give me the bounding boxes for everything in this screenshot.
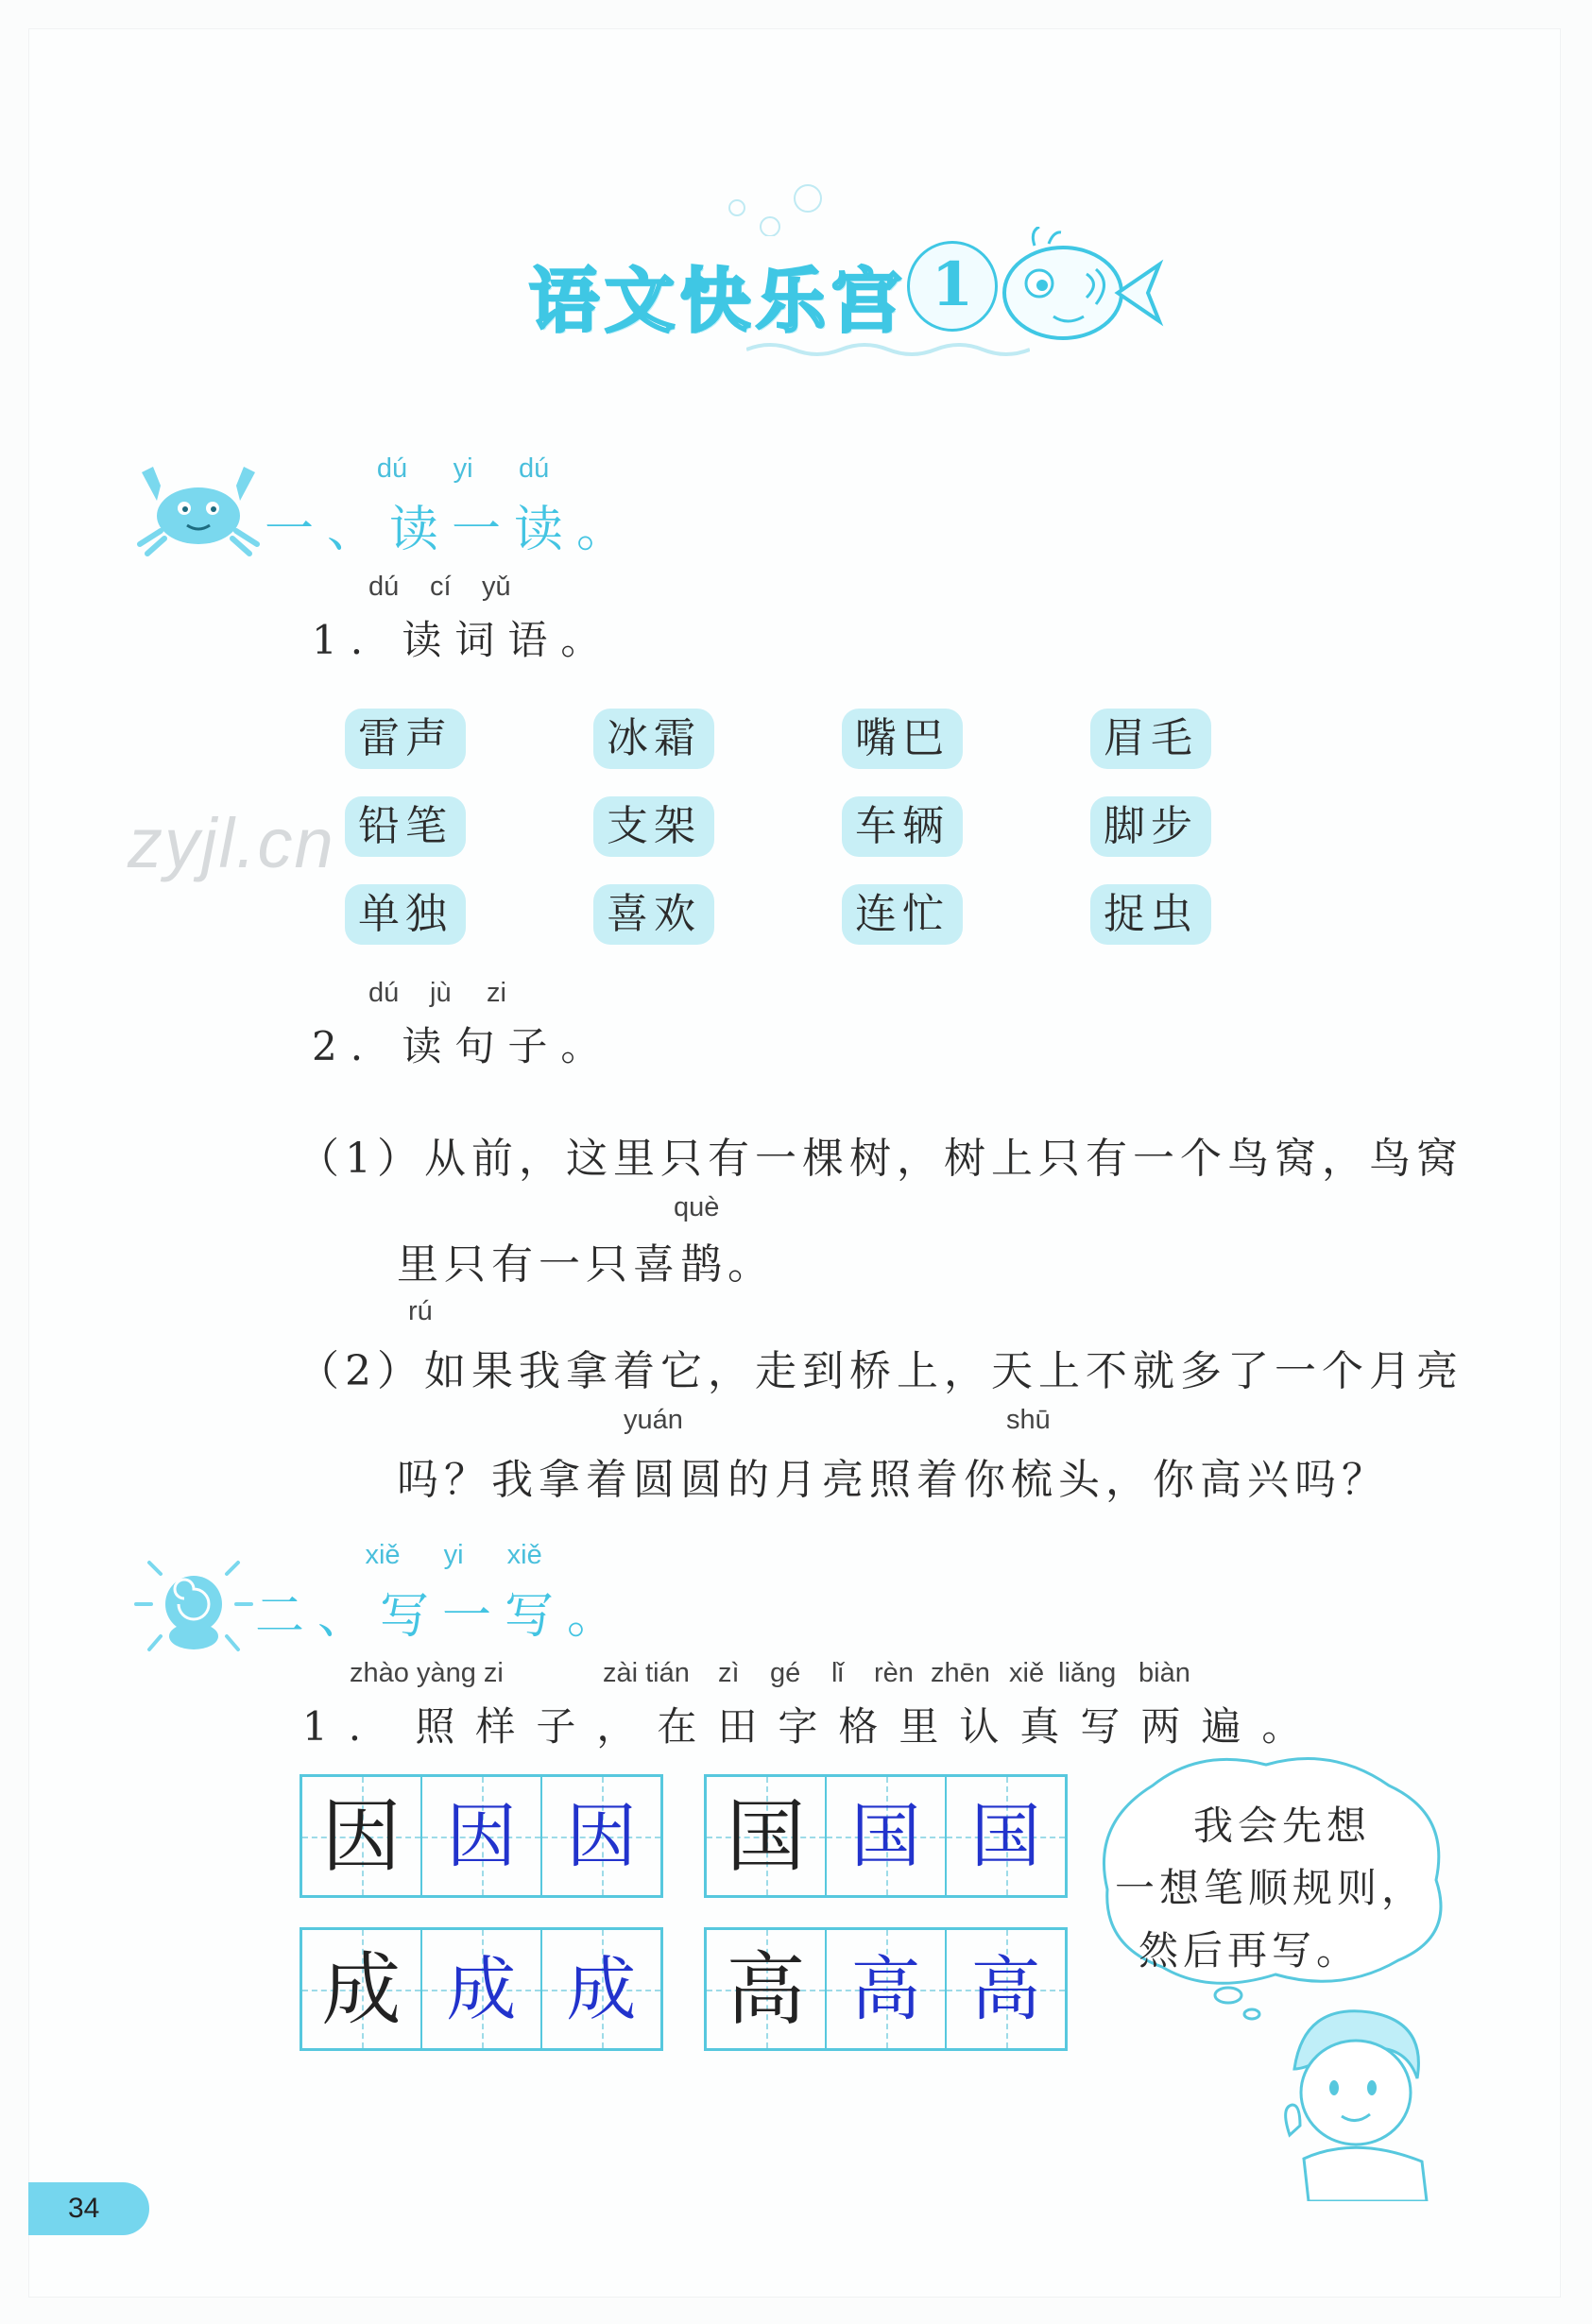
grid-cell[interactable] [707, 1777, 827, 1895]
pinyin: zì [718, 1658, 740, 1688]
pinyin-annotation: yuán [624, 1405, 683, 1435]
word-tile: 铅笔 [345, 796, 466, 857]
sentence-2-line-1: （2）如果我拿着它，走到桥上，天上不就多了一个月亮 [298, 1347, 1464, 1395]
word-tile: 脚步 [1090, 796, 1211, 857]
writing-grid-gao [704, 1927, 1068, 2051]
grid-cell[interactable] [542, 1930, 660, 2048]
question-text: 2. 读句子。 [312, 1023, 614, 1069]
word-tile: 眉毛 [1090, 709, 1211, 769]
grid-cell[interactable] [707, 1930, 827, 2048]
pinyin: rèn [874, 1658, 914, 1688]
word-tile: 连忙 [842, 884, 963, 945]
pinyin-annotation: rú [408, 1296, 433, 1326]
lesson-number: 1 [907, 241, 998, 332]
model-character: 成 [321, 1942, 402, 2036]
model-character: 高 [726, 1942, 806, 2036]
practice-character: 高 [850, 1948, 921, 2030]
practice-character: 成 [446, 1948, 517, 2030]
pinyin: dú [368, 572, 400, 602]
writing-grid-cheng [300, 1927, 663, 2051]
section-heading: 一、读一读。 [265, 502, 640, 558]
grid-cell[interactable] [422, 1930, 542, 2048]
pinyin: yi [453, 453, 473, 484]
section-read-header [265, 453, 737, 557]
sentence-2-line-2: 吗？我拿着圆圆的月亮照着你梳头，你高兴吗？ [397, 1456, 1389, 1504]
word-tile: 嘴巴 [842, 709, 963, 769]
question-2-read-sentences [312, 978, 613, 1072]
word-tile: 喜欢 [593, 884, 714, 945]
grid-cell[interactable] [302, 1777, 422, 1895]
sentence-1-line-1: （1）从前，这里只有一棵树，树上只有一个鸟窝，鸟窝 [298, 1135, 1464, 1183]
wave-underline [746, 340, 1030, 359]
word-tile: 捉虫 [1090, 884, 1211, 945]
practice-character: 高 [970, 1948, 1041, 2030]
practice-character: 国 [850, 1795, 921, 1877]
watermark: zyjl.cn [128, 804, 335, 882]
pinyin: zài tián [603, 1658, 690, 1688]
word-tile: 雷声 [345, 709, 466, 769]
question-1-read-words [312, 572, 613, 666]
pinyin: lǐ [831, 1658, 844, 1688]
practice-character: 因 [566, 1795, 637, 1877]
crab-icon [132, 453, 265, 557]
pinyin: zhēn [931, 1658, 990, 1688]
page-title: 语文快乐宫 [529, 261, 907, 342]
grid-cell[interactable] [302, 1930, 422, 2048]
practice-character: 成 [566, 1948, 637, 2030]
word-tile: 支架 [593, 796, 714, 857]
pinyin: zhào yàng zi [350, 1658, 504, 1688]
section-heading: 二、写一写。 [255, 1588, 630, 1645]
pinyin: xiě [506, 1540, 542, 1570]
word-tile: 车辆 [842, 796, 963, 857]
grid-cell[interactable] [542, 1777, 660, 1895]
word-tile: 单独 [345, 884, 466, 945]
boy-illustration [1266, 1993, 1446, 2201]
page-number: 34 [28, 2182, 149, 2235]
pinyin: gé [770, 1658, 801, 1688]
grid-cell[interactable] [947, 1777, 1065, 1895]
pinyin-annotation: shū [1006, 1405, 1051, 1435]
writing-grid-guo [704, 1774, 1068, 1898]
fish-icon [997, 227, 1167, 350]
grid-cell[interactable] [827, 1777, 947, 1895]
grid-cell[interactable] [947, 1930, 1065, 2048]
sentence-1-line-2: 里只有一只喜鹊。 [397, 1240, 775, 1289]
page-title-banner [529, 227, 1172, 368]
pinyin: dú [376, 453, 408, 484]
question-text: 1. 照样子，在田字格里认真写两遍。 [302, 1703, 1323, 1750]
pinyin: xiě [1009, 1658, 1045, 1688]
grid-cell[interactable] [827, 1930, 947, 2048]
pinyin: xiě [365, 1540, 401, 1570]
bubble-line: 一想笔顺规则， [1115, 1865, 1427, 1911]
pinyin: jù [430, 978, 452, 1008]
word-tile: 冰霜 [593, 709, 714, 769]
practice-character: 国 [970, 1795, 1041, 1877]
practice-character: 因 [446, 1795, 517, 1877]
pinyin: cí [430, 572, 452, 602]
pinyin: zi [487, 978, 506, 1008]
snail-icon [132, 1549, 255, 1663]
question-1-write [302, 1658, 1322, 1752]
grid-cell[interactable] [422, 1777, 542, 1895]
pinyin-annotation: què [674, 1192, 720, 1222]
pinyin: biàn [1138, 1658, 1190, 1688]
bubble-line: 我会先想 [1193, 1803, 1372, 1849]
pinyin: dú [519, 453, 550, 484]
pinyin: dú [368, 978, 400, 1008]
bubbles-decoration [718, 170, 831, 236]
writing-grid-yin [300, 1774, 663, 1898]
pinyin: yi [443, 1540, 464, 1570]
bubble-line: 然后再写。 [1138, 1927, 1361, 1974]
pinyin: liǎng [1058, 1658, 1117, 1688]
pinyin: yǔ [482, 572, 511, 602]
question-text: 1. 读词语。 [312, 617, 614, 663]
model-character: 因 [321, 1789, 402, 1883]
model-character: 国 [726, 1789, 806, 1883]
section-write-header [255, 1540, 728, 1644]
